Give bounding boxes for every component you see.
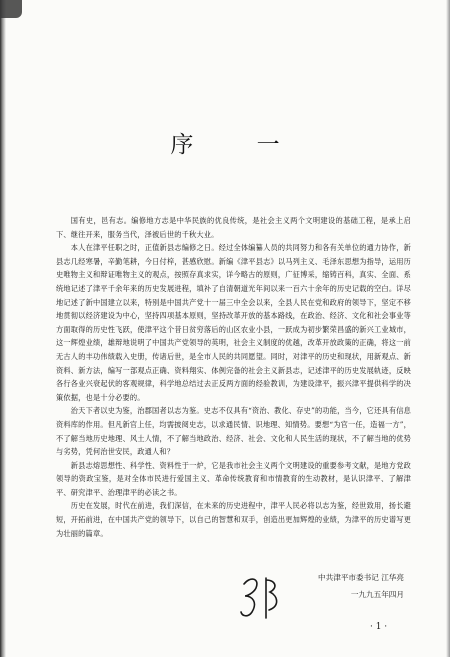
signature-block xyxy=(318,569,404,603)
paragraph: 本人在津平任职之时，正值新县志编修之日。经过全体编纂人员的共同努力和各有关单位的通力协作，新县志几经寒暑，辛勤笔耕，今日付梓，甚感欣慰。新编《津平县志》以马列主义、毛泽东思想为指导，运用历史唯物主义和辩证唯物主义的观点，按照存真求实，详今略古的原则，广征博采，缩铸百科，真实、全面、系统地记述了津平千余年来的历史发展进程，填补了自清朝道光年间以来一百六十余年的历史记载的空白。详尽地记述了新中国建立以来，特别是中国共产党十一届三中全会以来，全县人民在党和政府的领导下，坚定不移地贯彻以经济建设为中心，坚持四项基本原则，坚持改革开放的基本路线，在政治、经济、文化和社会事业等方面取得的历史性飞跃，使津平这个昔日贫穷落后的山区农业小县，一跃成为初步繁荣昌盛的新兴工业城市，这一辉煌业绩，雄辩地说明了中国共产党领导的英明，社会主义制度的优越，改革开放政策的正确，将这一前无古人的丰功伟绩载入史册，传诸后世，是全市人民的共同愿望。同时，对津平的历史和现状，用新观点、新资料、新方法，编写一部观点正确、资料翔实、体例完备的社会主义新县志，记述津平的历史发展轨迹，反映各行各业兴衰起伏的客观规律，科学地总结过去正反两方面的经验教训，为建设津平，振兴津平提供科学的决策依据，也是十分必要的。 xyxy=(56,243,411,402)
paragraph: 新县志熔思想性、科学性、资料性于一炉，它是我市社会主义两个文明建设的重要参考文献，是地方党政领导的资政宝鉴，是对全体市民进行爱国主义、革命传统教育和市情教育的生动教材，是认识津平、了解津平、研究津平、治理津平的必读之书。 xyxy=(56,460,411,497)
signature-date: 一九九五年四月 xyxy=(350,590,404,599)
scan-shadow-right xyxy=(446,0,450,657)
preface-body xyxy=(56,214,411,540)
page-number: · 1 · xyxy=(370,622,388,632)
paragraph: 国有史，邑有志。编修地方志是中华民族的优良传统，是社会主义两个文明建设的基础工程，是承上启下、继往开来，服务当代，泽被后世的千秋大业。 xyxy=(56,216,411,239)
paragraph: 治天下者以史为鉴，治郡国者以志为鉴。史志不仅具有“资治、教化、存史”的功能，当今，它还具有信息资料库的作用。但凡新官上任，均需披阅史志，以求通民情、识地理、知情势。要想“为官一任，造福一方”，不了解当地历史地理、风土人情，不了解当地政治、经济、社会、文化和人民生活的现状，不了解当地的优势与劣势，凭何治世安民，政通人和？ xyxy=(56,406,411,457)
handwritten-mark xyxy=(236,572,284,624)
signature-author: 中共津平市委书记 江华亮 xyxy=(318,573,404,582)
scan-shadow-left xyxy=(0,0,6,657)
paragraph: 历史在发展，时代在前进，我们深信，在未来的历史进程中，津平人民必将以志为鉴，经世致用，扬长避短，开拓前进，在中国共产党的领导下，以自己的智慧和双手，创造出更加辉煌的业绩，为津平的历史谱写更为壮丽的篇章。 xyxy=(56,501,411,538)
page-title: 序 一 xyxy=(170,132,308,158)
scan-corner-mark xyxy=(0,0,22,18)
